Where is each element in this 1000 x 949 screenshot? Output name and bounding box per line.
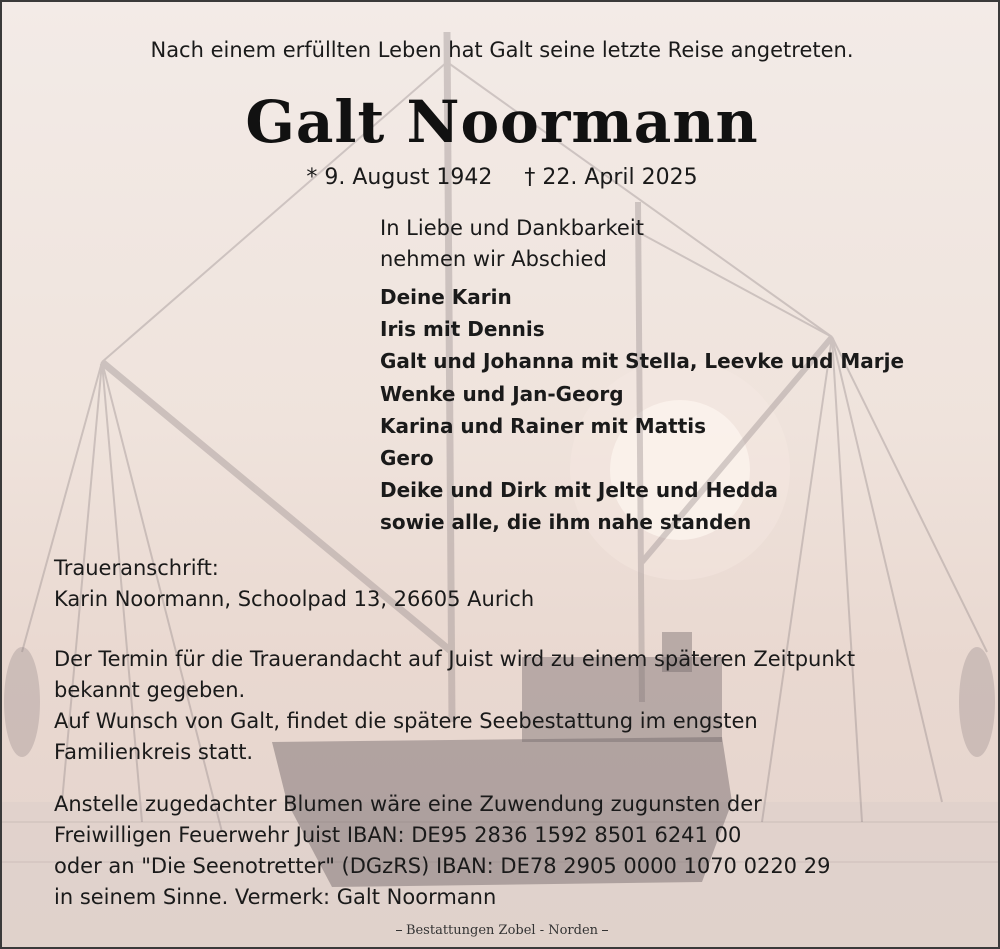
- mourner-entry: Deine Karin: [380, 285, 512, 309]
- mourner-entry: Galt und Johanna mit Stella, Leevke und Marje: [380, 349, 905, 374]
- address-value: Karin Noormann, Schoolpad 13, 26605 Aurich: [54, 587, 535, 611]
- mourner-entry: Karina und Rainer mit Mattis: [380, 413, 707, 438]
- birth-date: * 9. August 1942: [306, 165, 493, 190]
- donation-line: Freiwilligen Feuerwehr Juist IBAN: DE95 2836 1592 8501 6241 00: [54, 823, 742, 847]
- farewell-line: In Liebe und Dankbarkeit: [380, 216, 644, 240]
- intro-line: Nach einem erfüllten Leben hat Galt seine letzte Reise angetreten.: [150, 38, 854, 62]
- mourner-entry: sowie alle, die ihm nahe standen: [380, 510, 752, 535]
- deceased-name: Galt Noormann: [245, 88, 759, 156]
- address-label: Traueranschrift:: [54, 556, 219, 580]
- mourner-entry: Deike und Dirk mit Jelte und Hedda: [380, 478, 779, 503]
- donation-request: [54, 789, 830, 913]
- donation-line: Anstelle zugedachter Blumen wäre eine Zuwendung zugunsten der: [54, 792, 762, 816]
- footer-rule-left: [396, 930, 402, 931]
- info-line: Familienkreis statt.: [54, 740, 254, 764]
- mourner-entry: Wenke und Jan-Georg: [380, 381, 624, 406]
- farewell-text: [380, 213, 644, 275]
- donation-line: in seinem Sinne. Vermerk: Galt Noormann: [54, 885, 497, 909]
- farewell-line: nehmen wir Abschied: [380, 247, 607, 271]
- info-line: Der Termin für die Trauerandacht auf Juist wird zu einem späteren Zeitpunkt: [54, 647, 856, 671]
- footer-rule-right: [602, 930, 608, 931]
- funeral-home-credit: [2, 923, 1000, 938]
- life-dates: [2, 165, 1000, 190]
- notice-content: [2, 2, 1000, 949]
- mourner-entry: Iris mit Dennis: [380, 317, 545, 342]
- death-date: † 22. April 2025: [524, 165, 698, 190]
- funeral-home-name: Bestattungen Zobel - Norden: [405, 923, 599, 938]
- mourning-address: [54, 553, 534, 615]
- info-line: bekannt gegeben.: [54, 678, 246, 702]
- donation-line: oder an "Die Seenotretter" (DGzRS) IBAN: DE78 2905 0000 1070 0220 29: [54, 854, 831, 878]
- service-info: [54, 644, 855, 768]
- mourners-list: [380, 281, 904, 539]
- mourner-entry: Gero: [380, 446, 434, 471]
- info-line: Auf Wunsch von Galt, findet die spätere Seebestattung im engsten: [54, 709, 758, 733]
